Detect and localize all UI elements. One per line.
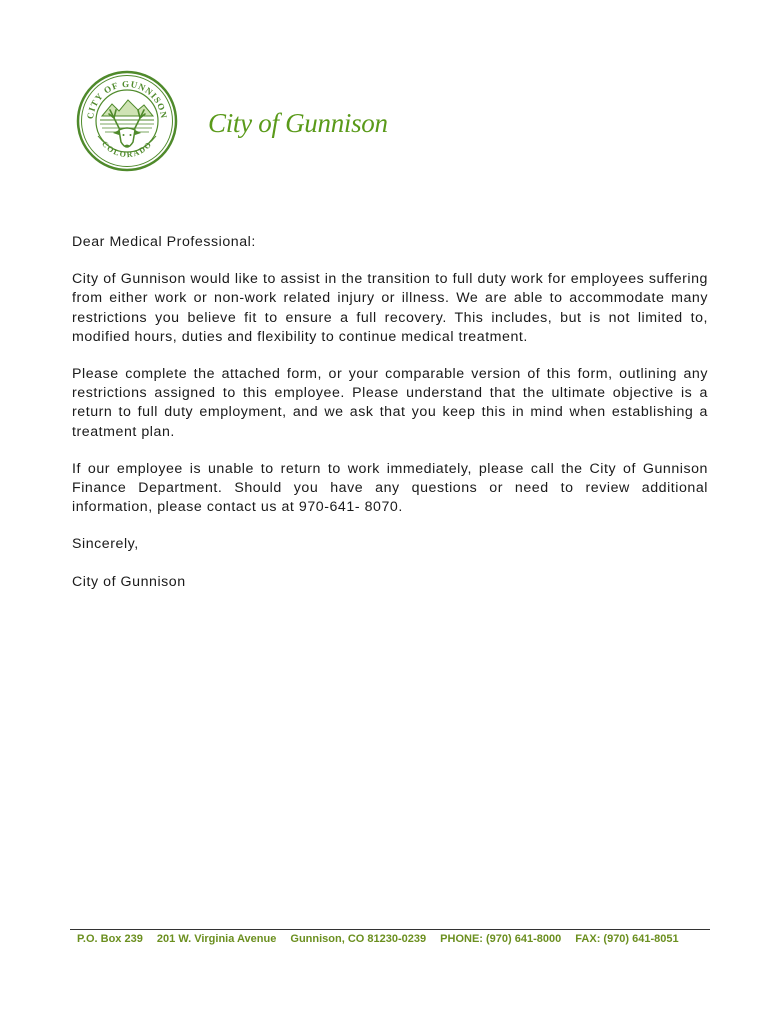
footer-divider — [70, 929, 710, 930]
seal-bottom-text: COLORADO — [100, 139, 154, 160]
footer-phone: PHONE: (970) 641-8000 — [440, 933, 562, 945]
footer-street: 201 W. Virginia Avenue — [156, 933, 277, 945]
paragraph-form-request: Please complete the attached form, or your comparable version of this form, outlining any restrictions assigned to this employee. Please understand that the ultimate objective is a return to full duty employment, and we ask that you keep this in mind when establishing a treatment plan. — [72, 366, 708, 440]
salutation: Dear Medical Professional: — [72, 234, 256, 250]
footer-fax: FAX: (970) 641-8051 — [575, 933, 679, 945]
page-title: City of Gunnison — [208, 108, 388, 138]
signature: City of Gunnison — [72, 573, 186, 590]
paragraph-intro: City of Gunnison would like to assist in the transition to full duty work for employees suffering from either work or non-work related injury or illness. We are able to accommodate many restrictions you believe fit to ensure a full recovery. This includes, but is not limited to, modified hours, duties and flexibility to continue medical treatment. — [72, 271, 708, 345]
footer-po-box: P.O. Box 239 — [77, 933, 143, 945]
letter-body — [72, 233, 708, 610]
seal-top-text: CITY OF GUNNISON — [84, 78, 170, 120]
footer-address — [77, 933, 717, 945]
closing: Sincerely, — [72, 536, 139, 553]
footer-city: Gunnison, CO 81230-0239 — [290, 933, 427, 945]
paragraph-contact: If our employee is unable to return to work immediately, please call the City of Gunnison Finance Department. Should you have any questions or need to review additional information, please contact us at 970-641- 8070. — [72, 460, 708, 516]
city-seal-logo — [76, 70, 178, 172]
